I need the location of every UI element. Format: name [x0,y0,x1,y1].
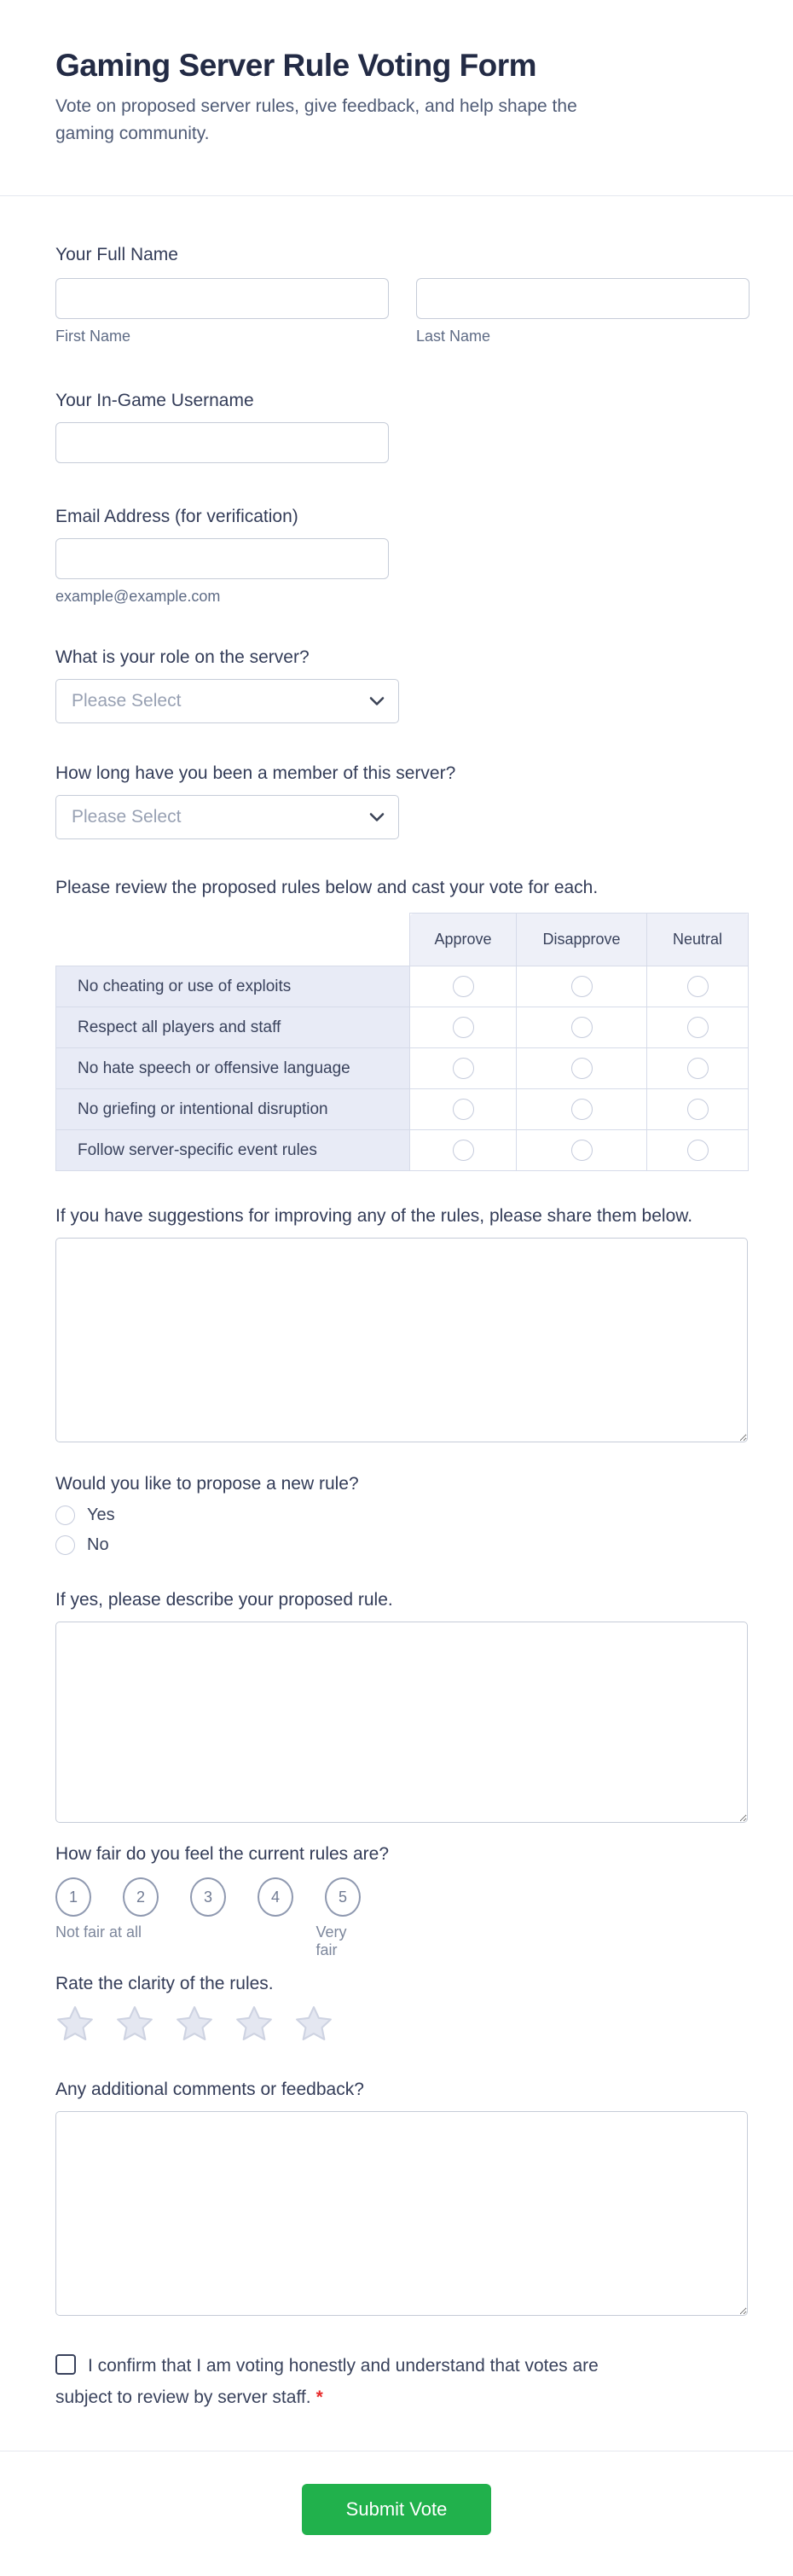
rules-matrix [55,913,749,1171]
question-full-name [55,244,748,345]
scale-option-3[interactable]: 3 [190,1877,226,1917]
matrix-row-label: No griefing or intentional disruption [56,1089,410,1130]
propose-label: Would you like to propose a new rule? [55,1474,359,1494]
username-label: Your In-Game Username [55,391,254,410]
matrix-col-disapprove: Disapprove [517,914,647,966]
suggestions-label: If you have suggestions for improving any of the rules, please share them below. [55,1206,693,1226]
radio-button[interactable] [687,1017,709,1038]
scale-option-4[interactable]: 4 [258,1877,293,1917]
submit-area [0,2484,793,2576]
role-label: What is your role on the server? [55,647,310,667]
radio-button[interactable] [571,1058,593,1079]
email-sublabel: example@example.com [55,588,221,605]
role-select-value: Please Select [72,691,182,711]
star-icon[interactable] [175,2005,214,2045]
first-name-input[interactable] [55,278,389,319]
question-role [55,647,748,723]
form-header [0,0,793,148]
confirmation-checkbox[interactable] [55,2354,76,2375]
comments-label: Any additional comments or feedback? [55,2080,364,2099]
question-confirmation [55,2350,748,2413]
radio-button[interactable] [687,1058,709,1079]
last-name-sublabel: Last Name [416,328,491,345]
matrix-corner-cell [56,914,410,966]
matrix-row [56,1048,749,1089]
question-fairness [55,1843,748,1958]
matrix-row-label: Follow server-specific event rules [56,1130,410,1171]
matrix-row [56,1130,749,1171]
radio-button[interactable] [687,1099,709,1120]
role-select[interactable] [55,679,399,723]
question-matrix [55,877,748,1171]
matrix-row-label: No hate speech or offensive language [56,1048,410,1089]
radio-button[interactable] [453,1140,474,1161]
clarity-star-rating [55,2005,748,2045]
email-label: Email Address (for verification) [55,507,298,526]
question-propose-description [55,1589,748,1823]
star-icon[interactable] [294,2005,333,2045]
radio-button[interactable] [571,1099,593,1120]
membership-label: How long have you been a member of this server? [55,763,456,783]
question-membership [55,763,748,839]
full-name-label: Your Full Name [55,245,178,264]
matrix-col-approve: Approve [410,914,517,966]
star-icon[interactable] [55,2005,95,2045]
radio-button[interactable] [571,976,593,997]
radio-button[interactable] [571,1140,593,1161]
star-icon[interactable] [115,2005,154,2045]
question-comments [55,2079,748,2316]
scale-option-5[interactable]: 5 [325,1877,361,1917]
propose-option-no[interactable] [55,1535,748,1555]
form-title: Gaming Server Rule Voting Form [55,48,537,83]
membership-select-value: Please Select [72,807,182,827]
radio-button[interactable] [453,976,474,997]
email-input[interactable] [55,538,389,579]
matrix-row-label: No cheating or use of exploits [56,966,410,1007]
matrix-label: Please review the proposed rules below and cast your vote for each. [55,878,599,897]
radio-button[interactable] [453,1017,474,1038]
radio-button[interactable] [55,1535,75,1555]
submit-button[interactable]: Submit Vote [302,2484,491,2535]
propose-option-yes-label: Yes [87,1506,115,1524]
scale-min-label: Not fair at all [55,1923,142,1941]
confirmation-field[interactable] [55,2350,635,2413]
form-subtitle: Vote on proposed server rules, give feedback, and help shape the gaming community. [55,96,577,143]
radio-button[interactable] [687,1140,709,1161]
star-icon[interactable] [234,2005,274,2045]
matrix-row [56,966,749,1007]
suggestions-textarea[interactable] [55,1238,748,1442]
radio-button[interactable] [453,1099,474,1120]
required-asterisk: * [315,2387,323,2407]
chevron-down-icon [369,696,385,706]
membership-select[interactable] [55,795,399,839]
fairness-scale [55,1877,748,1917]
matrix-row [56,1007,749,1048]
comments-textarea[interactable] [55,2111,748,2316]
question-propose [55,1473,748,1555]
header-divider [0,195,793,196]
question-clarity [55,1973,748,2045]
matrix-header-row [56,914,749,966]
matrix-row [56,1089,749,1130]
first-name-sublabel: First Name [55,328,131,345]
scale-max-label: Very fair [315,1923,347,1958]
question-email [55,506,748,606]
propose-description-label: If yes, please describe your proposed rule. [55,1590,393,1610]
form-body [0,244,793,2413]
scale-option-1[interactable]: 1 [55,1877,91,1917]
scale-option-2[interactable]: 2 [123,1877,159,1917]
fairness-label: How fair do you feel the current rules are? [55,1844,390,1864]
username-input[interactable] [55,422,389,463]
radio-button[interactable] [571,1017,593,1038]
question-username [55,390,748,463]
radio-button[interactable] [453,1058,474,1079]
confirmation-text: I confirm that I am voting honestly and understand that votes are subject to review by server staff. [55,2356,599,2407]
clarity-label: Rate the clarity of the rules. [55,1974,274,1993]
propose-description-textarea[interactable] [55,1622,748,1823]
propose-option-yes[interactable] [55,1506,748,1525]
chevron-down-icon [369,812,385,822]
last-name-input[interactable] [416,278,750,319]
propose-option-no-label: No [87,1535,109,1554]
radio-button[interactable] [55,1506,75,1525]
matrix-row-label: Respect all players and staff [56,1007,410,1048]
matrix-col-neutral: Neutral [647,914,749,966]
question-suggestions [55,1205,748,1442]
radio-button[interactable] [687,976,709,997]
